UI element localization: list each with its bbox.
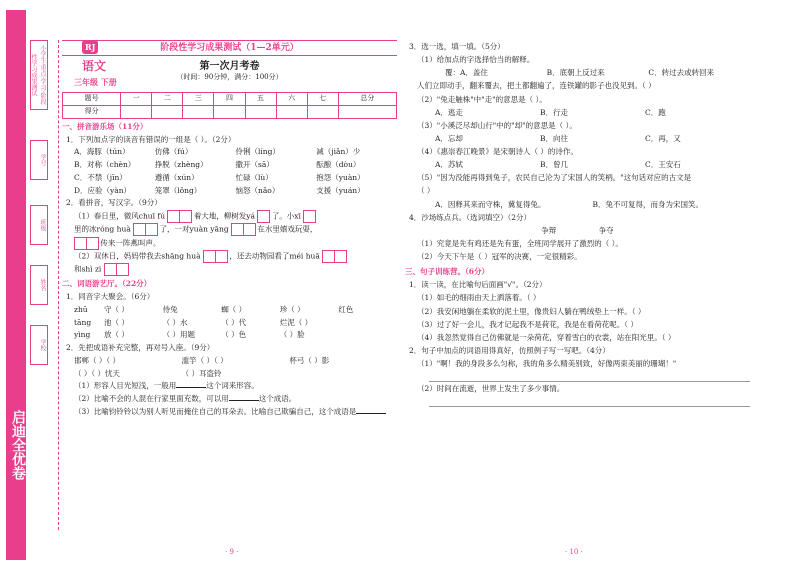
option-row [435,198,750,211]
fill-blank[interactable]: 守（ ） [104,304,129,314]
score-header: 总分 [338,93,396,106]
fill-blank[interactable]: 红色 [338,304,354,314]
question: 3．选一选，填一填。（5分） [409,42,505,51]
score-header: 二 [152,93,183,106]
option: 笼罩（lǒng） [154,185,202,195]
fill-blank[interactable]: 蜘（ ） [221,304,247,314]
option: 忙碌（lù） [235,172,273,182]
prompt-text: （2）双休日，妈妈带我去shāng huà [74,251,201,261]
question: 2．先把成语补充完整，再对号入座。（9分） [66,343,215,353]
option-row [74,159,397,172]
answer-blank[interactable] [229,393,259,401]
homophone-row [74,304,397,317]
score-cell[interactable] [152,105,183,118]
prompt-text: 里的冰róng huà [74,224,131,234]
fill-blank[interactable]: （ ）色 [221,330,247,340]
option[interactable]: A．因释其来而守株，冀复得兔。 [435,199,546,209]
option-row [74,172,397,185]
question: 2．句子中加点的词语用得真好，仿照例子写一写吧。（4分） [409,345,610,355]
option[interactable]: B．兔不可复得，而身为宋国笑。 [592,199,704,209]
option-row [435,132,750,145]
option: 减（jiǎn）少 [316,147,361,157]
fill-blank[interactable]: （ ）水 [162,317,188,327]
score-header: 四 [214,93,245,106]
option: 仿佛（fú） [154,147,193,157]
pinyin: tāng [74,317,92,327]
option: 恼怒（nǎo） [235,185,280,195]
sub-question: （2）时间在流逝，世界上发生了多少事情。 [417,384,565,394]
idiom-blank[interactable]: 滥竽（ ）（ ） [181,355,228,365]
question: 4．沙场练点兵。（选词填空）（2分） [409,212,532,222]
score-table [62,92,397,119]
score-row-label: 得分 [63,105,121,118]
cut-line [58,40,59,530]
prompt-text: （3）比喻钧铃铃以为别人听见而掩住自己的耳朵去。比喻自己欺骗自己，这个成语是 [74,406,357,416]
prompt-text: （2）比喻不会的人混在行家里面充数，可以用 [74,394,229,404]
sub-question: （4）我忽然觉得自己仿佛就是一朵荷花，穿着雪白的衣裳，站在阳光里。（ ） [417,332,676,342]
option-row [74,185,397,198]
score-header: 三 [183,93,214,106]
class-field[interactable]: 班级 [30,205,48,245]
writing-grid[interactable] [215,250,228,263]
writing-grid[interactable] [257,210,270,223]
writing-grid[interactable] [303,210,316,223]
prompt-text: 和shì zi [74,264,102,274]
brand-logo: 启迪全优卷 [10,410,26,480]
left-page [62,40,397,419]
sub-question: （1）究竟是先有鸡还是先有蛋，全班同学展开了激烈的（ ）。 [417,238,623,248]
option: 支援（yuán） [316,185,365,195]
idiom-blank[interactable]: （ ）耳盗铃 [181,368,222,378]
idiom-blank[interactable]: 邯郸（ ）（ ） [74,355,121,365]
question: 2．看拼音，写汉字。（9分） [66,198,162,208]
idiom-row [74,368,397,381]
question: 1．下列加点字的读音有错误的一组是（ ）。（2分） [66,134,236,144]
score-cell[interactable] [121,105,152,118]
option-row [445,66,750,79]
answer-paren[interactable]: （ ） [417,186,435,196]
writing-grid[interactable] [145,223,158,236]
idiom-blank[interactable]: 杯弓（ ）影 [289,355,330,365]
option: 撒开（sā） [235,160,274,170]
binding-sidebar [6,10,50,560]
time-note: （时间：90分钟，满分：100分） [176,73,283,81]
prompt-text: 传来一阵燕叫声。 [100,238,161,248]
prompt-text: 了，一对yuàn yāng [159,224,229,234]
sub-question: （2）今天下午是（ ）冠军的决赛，一定很精彩。 [417,252,582,261]
score-header: 一 [121,93,152,106]
banner-title: 阶段性学习成果测试（1—2单元） [160,43,299,53]
fill-blank[interactable]: 珍（ ） [279,304,305,314]
side-info-box: 小学生·重点·学习·阶段性学习成果测试 [30,40,48,110]
score-cell[interactable] [338,105,396,118]
sub-question: （3）"小溪泛尽却山行"中的"却"的意思是（ ）。 [417,120,577,130]
option[interactable]: 覆：A．盖住 [445,68,488,78]
fill-blank[interactable]: 池（ ） [104,317,129,327]
school-field[interactable]: 学校 [30,325,48,365]
option[interactable]: B．行走 [540,107,569,117]
sub-question: 人们立即动手，翻来覆去，把土都翻遍了，连铁罐的影子也没见到。（ ） [417,81,656,91]
homophone-row [74,317,397,330]
score-header: 六 [276,93,307,106]
score-cell[interactable] [245,105,276,118]
score-cell[interactable] [183,105,214,118]
writing-grid[interactable] [334,250,347,263]
writing-grid[interactable] [179,210,192,223]
word-choice: 争夺 [598,225,614,235]
prompt-text: 了。小xī [271,211,301,221]
answer-blank[interactable] [356,406,386,414]
grade-label: 三年级 下册 [74,77,117,88]
prompt-text: （1）形容人目光短浅，一般用 [74,381,177,391]
option: 挣脱（zhèng） [154,160,208,170]
score-cell[interactable] [214,105,245,118]
exam-title: 第一次月考卷 [199,61,260,72]
option: 伶俐（líng） [235,147,280,157]
pinyin: zhū [74,304,88,314]
option[interactable]: A．逃走 [435,107,463,117]
option[interactable]: B．底朝上反过来 [546,68,605,78]
sub-question: （1）如毛的细雨由天上洒落着。（ ） [417,293,541,303]
option[interactable]: A．苏轼 [435,160,463,170]
option[interactable]: A．忘却 [435,133,463,143]
sub-question: （3）过了好一会儿，我才记起我不是荷花，我是在看荷花呢。（ ） [417,319,638,329]
option[interactable]: C．转过去或转回来 [648,68,715,78]
option[interactable]: B．对称（chèn） [74,160,136,170]
option[interactable]: B．向往 [540,133,569,143]
page-number-right: · 10 · [565,548,583,556]
sub-question: （4）《惠崇春江晚景》是宋朝诗人（ ）的诗作。 [417,147,578,156]
option[interactable]: B．曾几 [540,160,569,170]
option: 抱怨（yuàn） [316,172,365,182]
score-header: 七 [307,93,338,106]
answer-line[interactable] [429,395,750,407]
fill-blank[interactable]: 侍兔 [162,304,178,314]
prompt-text: 这个成语。 [258,394,297,404]
right-page [405,40,750,407]
answer-blank[interactable] [176,380,206,388]
fill-blank[interactable]: 烂泥（ ） [279,317,313,327]
idiom-row [74,355,397,368]
section-heading: 二、词语游艺厅。（22分） [62,279,152,289]
writing-grid[interactable] [243,223,256,236]
fill-blank[interactable]: （ ）用题 [162,330,195,340]
word-choice: 争辩 [541,225,557,235]
fill-blank[interactable]: （ ）脸 [279,330,305,340]
question: 1．同音字大聚会。（6分） [66,292,155,302]
score-header: 题号 [63,93,121,106]
sub-question: （5）"因为没能再得到兔子，农民自己沦为了宋国人的笑柄。"这句话对应的古文是 [417,173,692,183]
subject-title: 语文 [82,59,107,73]
option-row [435,158,750,171]
writing-grid[interactable] [116,263,129,276]
writing-grid[interactable] [86,237,99,250]
option-row [74,146,397,159]
question: 1．读一读，在比喻句后面画"√"。（2分） [409,280,547,290]
sub-question: （1）"啊！我的身段多么匀称，我的角多么精美别致，好像两束美丽的珊瑚！" [417,359,677,368]
idiom-blank[interactable]: （ ）（ ）忧天 [74,368,121,378]
fill-blank[interactable]: （ ）代 [221,317,247,327]
score-cell[interactable] [276,105,307,118]
option[interactable]: C．再，又 [645,133,681,143]
score-cell[interactable] [307,105,338,118]
sub-question: （2）我安闲地躺在柔软的泥土里，像贵妇人躺在鸭绒垫上一样。（ ） [417,306,646,316]
option[interactable]: C．跑 [645,107,666,117]
page-number-left: · 9 · [225,548,239,556]
option[interactable]: D．应验（yàn） [74,185,132,195]
prompt-text: 这个词来形容。 [206,381,259,391]
exam-banner [62,40,397,56]
option-row [435,106,750,119]
name-field[interactable]: 姓名 [30,265,48,305]
option[interactable]: C．不禁（jīn） [74,172,127,182]
option: 酝酿（dòu） [316,160,361,170]
section-heading: 三、句子训练营。（6分） [405,267,489,277]
pinyin: yìng [74,330,91,340]
sub-question: （1）给加点的字选择恰当的解释。 [417,55,535,65]
prompt-text: ，还去动物园看了méi huā [229,251,320,261]
section-heading: 一、拼音游乐场（11分） [62,121,148,131]
prompt-text: 着大地，柳树发yá [193,211,256,221]
edition-badge: RJ [82,40,98,54]
prompt-text: 在水里嬉戏玩耍， [257,224,318,234]
score-header: 五 [245,93,276,106]
option[interactable]: C．王安石 [645,160,681,170]
prompt-text: （1）春日里，微风chuī fú [74,211,166,221]
homophone-row [74,329,397,342]
option: 遵循（xún） [154,172,199,182]
sub-question: （2）"兔走触株"中"走"的意思是（ ）。 [417,94,547,104]
fill-blank[interactable]: 放（ ） [104,330,129,340]
option[interactable]: A．海豚（tún） [74,147,130,157]
answer-line[interactable] [429,370,750,382]
student-id-field[interactable]: 学号 [30,140,48,180]
